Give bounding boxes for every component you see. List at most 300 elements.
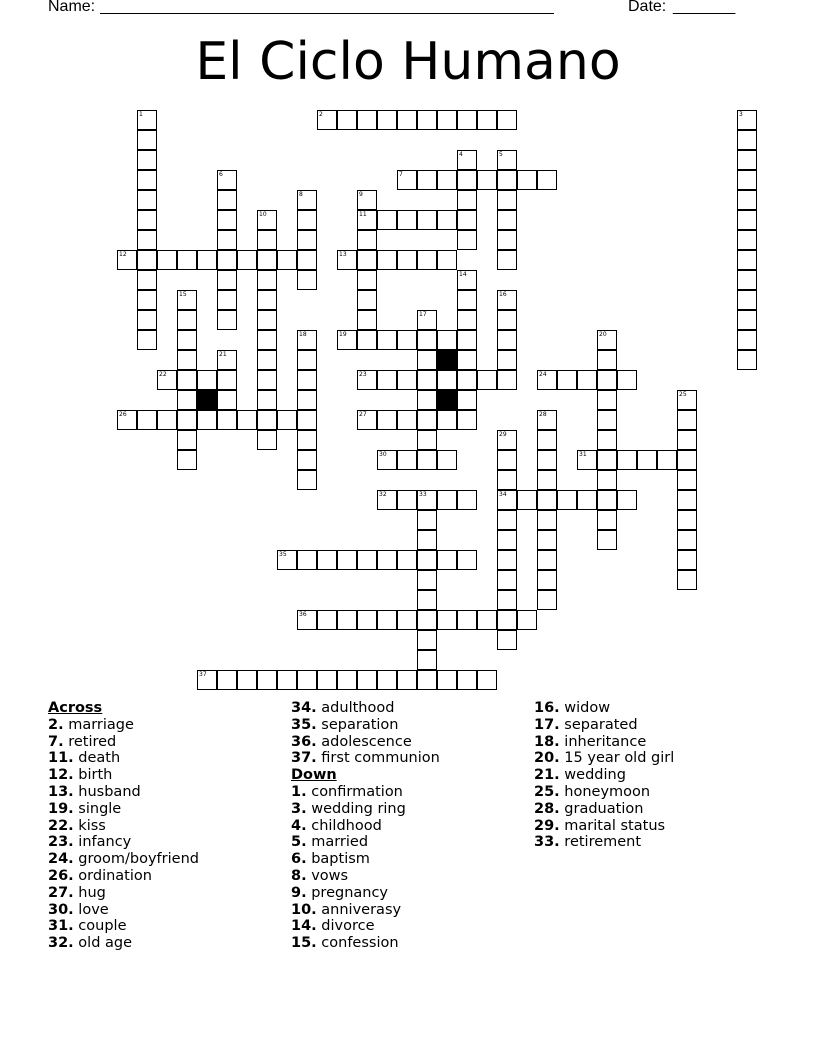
grid-cell[interactable] xyxy=(417,390,437,410)
grid-cell[interactable] xyxy=(457,270,477,290)
clue-number: 6 xyxy=(219,171,223,178)
grid-cell[interactable] xyxy=(537,510,557,530)
grid-cell[interactable] xyxy=(137,410,157,430)
grid-cell[interactable] xyxy=(417,350,437,370)
grid-cell[interactable] xyxy=(197,250,217,270)
grid-cell[interactable] xyxy=(137,270,157,290)
grid-cell[interactable] xyxy=(157,410,177,430)
grid-cell[interactable] xyxy=(457,230,477,250)
grid-cell[interactable] xyxy=(157,250,177,270)
grid-cell[interactable] xyxy=(197,670,217,690)
grid-cell[interactable] xyxy=(497,230,517,250)
grid-cell[interactable] xyxy=(357,330,377,350)
grid-cell[interactable] xyxy=(517,170,537,190)
grid-cell[interactable] xyxy=(257,210,277,230)
grid-cell[interactable] xyxy=(437,170,457,190)
grid-cell[interactable] xyxy=(477,370,497,390)
grid-cell[interactable] xyxy=(497,570,517,590)
grid-cell[interactable] xyxy=(597,470,617,490)
grid-cell[interactable] xyxy=(297,390,317,410)
grid-cell[interactable] xyxy=(437,610,457,630)
grid-cell[interactable] xyxy=(537,470,557,490)
grid-cell[interactable] xyxy=(257,410,277,430)
grid-cell[interactable] xyxy=(557,370,577,390)
grid-cell[interactable] xyxy=(297,470,317,490)
grid-cell[interactable] xyxy=(317,670,337,690)
grid-cell[interactable] xyxy=(217,410,237,430)
across-clue-list-continued xyxy=(291,700,531,767)
clue-text: confession xyxy=(316,935,399,952)
grid-cell[interactable] xyxy=(297,190,317,210)
grid-cell[interactable] xyxy=(497,490,517,510)
grid-cell[interactable] xyxy=(497,310,517,330)
grid-cell[interactable] xyxy=(117,410,137,430)
grid-cell[interactable] xyxy=(217,210,237,230)
grid-cell[interactable] xyxy=(257,430,277,450)
grid-cell[interactable] xyxy=(137,250,157,270)
clue-number: 35 xyxy=(279,551,287,558)
grid-cell[interactable] xyxy=(457,150,477,170)
grid-cell[interactable] xyxy=(217,250,237,270)
grid-cell[interactable] xyxy=(217,350,237,370)
grid-cell[interactable] xyxy=(597,530,617,550)
grid-cell[interactable] xyxy=(137,290,157,310)
grid-cell[interactable] xyxy=(297,210,317,230)
grid-cell[interactable] xyxy=(277,550,297,570)
grid-cell[interactable] xyxy=(497,630,517,650)
grid-cell[interactable] xyxy=(597,430,617,450)
grid-cell[interactable] xyxy=(577,490,597,510)
grid-cell[interactable] xyxy=(137,210,157,230)
grid-cell[interactable] xyxy=(597,350,617,370)
grid-cell[interactable] xyxy=(597,510,617,530)
grid-cell[interactable] xyxy=(197,410,217,430)
grid-cell[interactable] xyxy=(677,510,697,530)
grid-cell[interactable] xyxy=(597,410,617,430)
grid-cell[interactable] xyxy=(297,430,317,450)
grid-cell[interactable] xyxy=(377,550,397,570)
grid-cell[interactable] xyxy=(597,490,617,510)
grid-cell[interactable] xyxy=(177,410,197,430)
grid-cell[interactable] xyxy=(237,410,257,430)
grid-cell[interactable] xyxy=(437,370,457,390)
grid-cell[interactable] xyxy=(457,290,477,310)
down-clue xyxy=(534,767,774,784)
grid-cell[interactable] xyxy=(737,110,757,130)
grid-cell[interactable] xyxy=(457,490,477,510)
grid-cell[interactable] xyxy=(257,290,277,310)
grid-cell[interactable] xyxy=(277,250,297,270)
grid-cell[interactable] xyxy=(497,210,517,230)
grid-cell[interactable] xyxy=(297,670,317,690)
grid-cell[interactable] xyxy=(537,550,557,570)
grid-cell[interactable] xyxy=(677,430,697,450)
grid-cell[interactable] xyxy=(497,510,517,530)
grid-cell[interactable] xyxy=(457,350,477,370)
grid-cell[interactable] xyxy=(217,390,237,410)
grid-cell[interactable] xyxy=(737,350,757,370)
grid-cell[interactable] xyxy=(357,270,377,290)
black-square xyxy=(197,390,217,410)
grid-cell[interactable] xyxy=(257,330,277,350)
grid-cell[interactable] xyxy=(537,170,557,190)
grid-cell[interactable] xyxy=(737,310,757,330)
grid-cell[interactable] xyxy=(417,670,437,690)
grid-cell[interactable] xyxy=(537,570,557,590)
grid-cell[interactable] xyxy=(497,110,517,130)
grid-cell[interactable] xyxy=(437,410,457,430)
grid-cell[interactable] xyxy=(437,450,457,470)
grid-cell[interactable] xyxy=(357,670,377,690)
grid-cell[interactable] xyxy=(497,610,517,630)
grid-cell[interactable] xyxy=(357,110,377,130)
grid-cell[interactable] xyxy=(417,370,437,390)
across-clue xyxy=(48,767,288,784)
grid-cell[interactable] xyxy=(597,450,617,470)
grid-cell[interactable] xyxy=(537,430,557,450)
grid-cell[interactable] xyxy=(417,250,437,270)
grid-cell[interactable] xyxy=(537,450,557,470)
grid-cell[interactable] xyxy=(417,410,437,430)
clue-text: death xyxy=(73,750,121,767)
grid-cell[interactable] xyxy=(177,310,197,330)
grid-cell[interactable] xyxy=(457,190,477,210)
grid-cell[interactable] xyxy=(677,390,697,410)
grid-cell[interactable] xyxy=(497,330,517,350)
down-clue xyxy=(291,801,531,818)
grid-cell[interactable] xyxy=(157,370,177,390)
grid-cell[interactable] xyxy=(677,450,697,470)
grid-cell[interactable] xyxy=(357,550,377,570)
grid-cell[interactable] xyxy=(417,110,437,130)
grid-cell[interactable] xyxy=(217,310,237,330)
grid-cell[interactable] xyxy=(317,610,337,630)
grid-cell[interactable] xyxy=(357,610,377,630)
clue-number: 11 xyxy=(359,211,367,218)
grid-cell[interactable] xyxy=(297,610,317,630)
grid-cell[interactable] xyxy=(597,330,617,350)
grid-cell[interactable] xyxy=(497,590,517,610)
grid-cell[interactable] xyxy=(677,470,697,490)
grid-cell[interactable] xyxy=(537,530,557,550)
grid-cell[interactable] xyxy=(257,390,277,410)
grid-cell[interactable] xyxy=(137,310,157,330)
grid-cell[interactable] xyxy=(297,550,317,570)
grid-cell[interactable] xyxy=(397,450,417,470)
grid-cell[interactable] xyxy=(477,670,497,690)
grid-cell[interactable] xyxy=(237,250,257,270)
grid-cell[interactable] xyxy=(737,290,757,310)
grid-cell[interactable] xyxy=(297,330,317,350)
grid-cell[interactable] xyxy=(337,250,357,270)
grid-cell[interactable] xyxy=(737,210,757,230)
grid-cell[interactable] xyxy=(377,250,397,270)
grid-cell[interactable] xyxy=(417,510,437,530)
grid-cell[interactable] xyxy=(477,170,497,190)
clue-text: graduation xyxy=(559,800,644,817)
grid-cell[interactable] xyxy=(737,190,757,210)
grid-cell[interactable] xyxy=(417,430,437,450)
grid-cell[interactable] xyxy=(377,490,397,510)
grid-cell[interactable] xyxy=(397,490,417,510)
grid-cell[interactable] xyxy=(257,310,277,330)
grid-cell[interactable] xyxy=(437,330,457,350)
grid-cell[interactable] xyxy=(457,310,477,330)
grid-cell[interactable] xyxy=(297,450,317,470)
grid-cell[interactable] xyxy=(437,670,457,690)
grid-cell[interactable] xyxy=(177,330,197,350)
grid-cell[interactable] xyxy=(177,390,197,410)
grid-cell[interactable] xyxy=(357,290,377,310)
grid-cell[interactable] xyxy=(257,350,277,370)
grid-cell[interactable] xyxy=(577,450,597,470)
grid-cell[interactable] xyxy=(197,370,217,390)
clue-number: 23 xyxy=(359,371,367,378)
grid-cell[interactable] xyxy=(397,170,417,190)
grid-cell[interactable] xyxy=(337,670,357,690)
grid-cell[interactable] xyxy=(737,270,757,290)
grid-cell[interactable] xyxy=(637,450,657,470)
grid-cell[interactable] xyxy=(337,550,357,570)
grid-cell[interactable] xyxy=(437,490,457,510)
grid-cell[interactable] xyxy=(357,210,377,230)
grid-cell[interactable] xyxy=(737,330,757,350)
grid-cell[interactable] xyxy=(357,190,377,210)
grid-cell[interactable] xyxy=(137,110,157,130)
grid-cell[interactable] xyxy=(297,350,317,370)
grid-cell[interactable] xyxy=(357,370,377,390)
grid-cell[interactable] xyxy=(217,270,237,290)
clue-text: ordination xyxy=(73,867,152,884)
clue-text: anniverasy xyxy=(316,901,402,918)
grid-cell[interactable] xyxy=(417,450,437,470)
grid-cell[interactable] xyxy=(517,610,537,630)
grid-cell[interactable] xyxy=(397,250,417,270)
grid-cell[interactable] xyxy=(497,290,517,310)
grid-cell[interactable] xyxy=(617,450,637,470)
grid-cell[interactable] xyxy=(177,370,197,390)
grid-cell[interactable] xyxy=(417,550,437,570)
grid-cell[interactable] xyxy=(457,410,477,430)
grid-cell[interactable] xyxy=(417,650,437,670)
grid-cell[interactable] xyxy=(377,370,397,390)
grid-cell[interactable] xyxy=(397,110,417,130)
clue-number-label: 24. xyxy=(48,851,74,868)
grid-cell[interactable] xyxy=(737,150,757,170)
grid-cell[interactable] xyxy=(137,150,157,170)
grid-cell[interactable] xyxy=(177,350,197,370)
grid-cell[interactable] xyxy=(177,450,197,470)
grid-cell[interactable] xyxy=(417,210,437,230)
grid-cell[interactable] xyxy=(577,370,597,390)
grid-cell[interactable] xyxy=(397,330,417,350)
across-clue xyxy=(48,801,288,818)
grid-cell[interactable] xyxy=(537,370,557,390)
grid-cell[interactable] xyxy=(177,290,197,310)
grid-cell[interactable] xyxy=(137,130,157,150)
grid-cell[interactable] xyxy=(417,590,437,610)
clue-number: 22 xyxy=(159,371,167,378)
grid-cell[interactable] xyxy=(417,630,437,650)
grid-cell[interactable] xyxy=(457,670,477,690)
grid-cell[interactable] xyxy=(397,410,417,430)
grid-cell[interactable] xyxy=(397,370,417,390)
grid-cell[interactable] xyxy=(457,550,477,570)
grid-cell[interactable] xyxy=(457,610,477,630)
grid-cell[interactable] xyxy=(397,210,417,230)
grid-cell[interactable] xyxy=(297,410,317,430)
grid-cell[interactable] xyxy=(417,490,437,510)
grid-cell[interactable] xyxy=(457,170,477,190)
grid-cell[interactable] xyxy=(137,190,157,210)
grid-cell[interactable] xyxy=(457,330,477,350)
grid-cell[interactable] xyxy=(457,370,477,390)
grid-cell[interactable] xyxy=(497,430,517,450)
grid-cell[interactable] xyxy=(617,490,637,510)
grid-cell[interactable] xyxy=(437,110,457,130)
grid-cell[interactable] xyxy=(477,610,497,630)
grid-cell[interactable] xyxy=(257,370,277,390)
grid-cell[interactable] xyxy=(617,370,637,390)
grid-cell[interactable] xyxy=(497,550,517,570)
grid-cell[interactable] xyxy=(737,130,757,150)
grid-cell[interactable] xyxy=(677,570,697,590)
grid-cell[interactable] xyxy=(257,230,277,250)
grid-cell[interactable] xyxy=(217,670,237,690)
grid-cell[interactable] xyxy=(737,170,757,190)
clue-number: 24 xyxy=(539,371,547,378)
grid-cell[interactable] xyxy=(217,190,237,210)
grid-cell[interactable] xyxy=(257,670,277,690)
grid-cell[interactable] xyxy=(477,110,497,130)
grid-cell[interactable] xyxy=(497,150,517,170)
grid-cell[interactable] xyxy=(497,190,517,210)
grid-cell[interactable] xyxy=(437,250,457,270)
grid-cell[interactable] xyxy=(217,290,237,310)
grid-cell[interactable] xyxy=(137,230,157,250)
down-clue xyxy=(291,851,531,868)
grid-cell[interactable] xyxy=(377,210,397,230)
grid-cell[interactable] xyxy=(137,170,157,190)
grid-cell[interactable] xyxy=(737,230,757,250)
grid-cell[interactable] xyxy=(457,210,477,230)
down-clue xyxy=(291,885,531,902)
grid-cell[interactable] xyxy=(297,250,317,270)
page-title: El Ciclo Humano xyxy=(195,32,621,92)
across-clue xyxy=(291,750,531,767)
clue-number: 27 xyxy=(359,411,367,418)
grid-cell[interactable] xyxy=(397,550,417,570)
grid-cell[interactable] xyxy=(357,230,377,250)
grid-cell[interactable] xyxy=(597,390,617,410)
grid-cell[interactable] xyxy=(117,250,137,270)
grid-cell[interactable] xyxy=(657,450,677,470)
grid-cell[interactable] xyxy=(417,170,437,190)
grid-cell[interactable] xyxy=(337,330,357,350)
grid-cell[interactable] xyxy=(677,490,697,510)
grid-cell[interactable] xyxy=(377,410,397,430)
grid-cell[interactable] xyxy=(457,390,477,410)
grid-cell[interactable] xyxy=(537,410,557,430)
grid-cell[interactable] xyxy=(177,430,197,450)
grid-cell[interactable] xyxy=(417,530,437,550)
grid-cell[interactable] xyxy=(337,110,357,130)
grid-cell[interactable] xyxy=(237,670,257,690)
clue-text: baptism xyxy=(306,851,370,868)
across-clue-list xyxy=(48,717,288,952)
grid-cell[interactable] xyxy=(317,110,337,130)
grid-cell[interactable] xyxy=(217,230,237,250)
grid-cell[interactable] xyxy=(457,110,477,130)
grid-cell[interactable] xyxy=(417,610,437,630)
grid-cell[interactable] xyxy=(357,310,377,330)
grid-cell[interactable] xyxy=(437,210,457,230)
grid-cell[interactable] xyxy=(497,450,517,470)
grid-cell[interactable] xyxy=(677,550,697,570)
grid-cell[interactable] xyxy=(677,410,697,430)
clue-number: 12 xyxy=(119,251,127,258)
clue-text: confirmation xyxy=(306,783,403,800)
grid-cell[interactable] xyxy=(257,250,277,270)
grid-cell[interactable] xyxy=(417,330,437,350)
grid-cell[interactable] xyxy=(357,410,377,430)
grid-cell[interactable] xyxy=(497,370,517,390)
grid-cell[interactable] xyxy=(417,310,437,330)
grid-cell[interactable] xyxy=(497,350,517,370)
grid-cell[interactable] xyxy=(357,250,377,270)
grid-cell[interactable] xyxy=(497,530,517,550)
grid-cell[interactable] xyxy=(297,370,317,390)
grid-cell[interactable] xyxy=(497,170,517,190)
name-field[interactable]: ___________________________________________________ xyxy=(100,0,554,15)
date-field[interactable]: _______ xyxy=(673,0,736,15)
grid-cell[interactable] xyxy=(397,670,417,690)
grid-cell[interactable] xyxy=(337,610,357,630)
grid-cell[interactable] xyxy=(297,270,317,290)
grid-cell[interactable] xyxy=(377,670,397,690)
grid-cell[interactable] xyxy=(377,330,397,350)
grid-cell[interactable] xyxy=(497,250,517,270)
grid-cell[interactable] xyxy=(597,370,617,390)
clue-number: 16 xyxy=(499,291,507,298)
grid-cell[interactable] xyxy=(257,270,277,290)
grid-cell[interactable] xyxy=(377,450,397,470)
grid-cell[interactable] xyxy=(277,410,297,430)
clue-number: 29 xyxy=(499,431,507,438)
grid-cell[interactable] xyxy=(537,490,557,510)
grid-cell[interactable] xyxy=(537,590,557,610)
clue-number-label: 6. xyxy=(291,851,307,868)
grid-cell[interactable] xyxy=(417,570,437,590)
grid-cell[interactable] xyxy=(377,110,397,130)
grid-cell[interactable] xyxy=(437,550,457,570)
grid-cell[interactable] xyxy=(297,230,317,250)
grid-cell[interactable] xyxy=(517,490,537,510)
grid-cell[interactable] xyxy=(397,610,417,630)
grid-cell[interactable] xyxy=(557,490,577,510)
grid-cell[interactable] xyxy=(177,250,197,270)
grid-cell[interactable] xyxy=(217,370,237,390)
grid-cell[interactable] xyxy=(497,470,517,490)
grid-cell[interactable] xyxy=(137,330,157,350)
grid-cell[interactable] xyxy=(217,170,237,190)
grid-cell[interactable] xyxy=(737,250,757,270)
grid-cell[interactable] xyxy=(277,670,297,690)
grid-cell[interactable] xyxy=(677,530,697,550)
grid-cell[interactable] xyxy=(317,550,337,570)
clue-number-label: 12. xyxy=(48,767,74,784)
grid-cell[interactable] xyxy=(377,610,397,630)
